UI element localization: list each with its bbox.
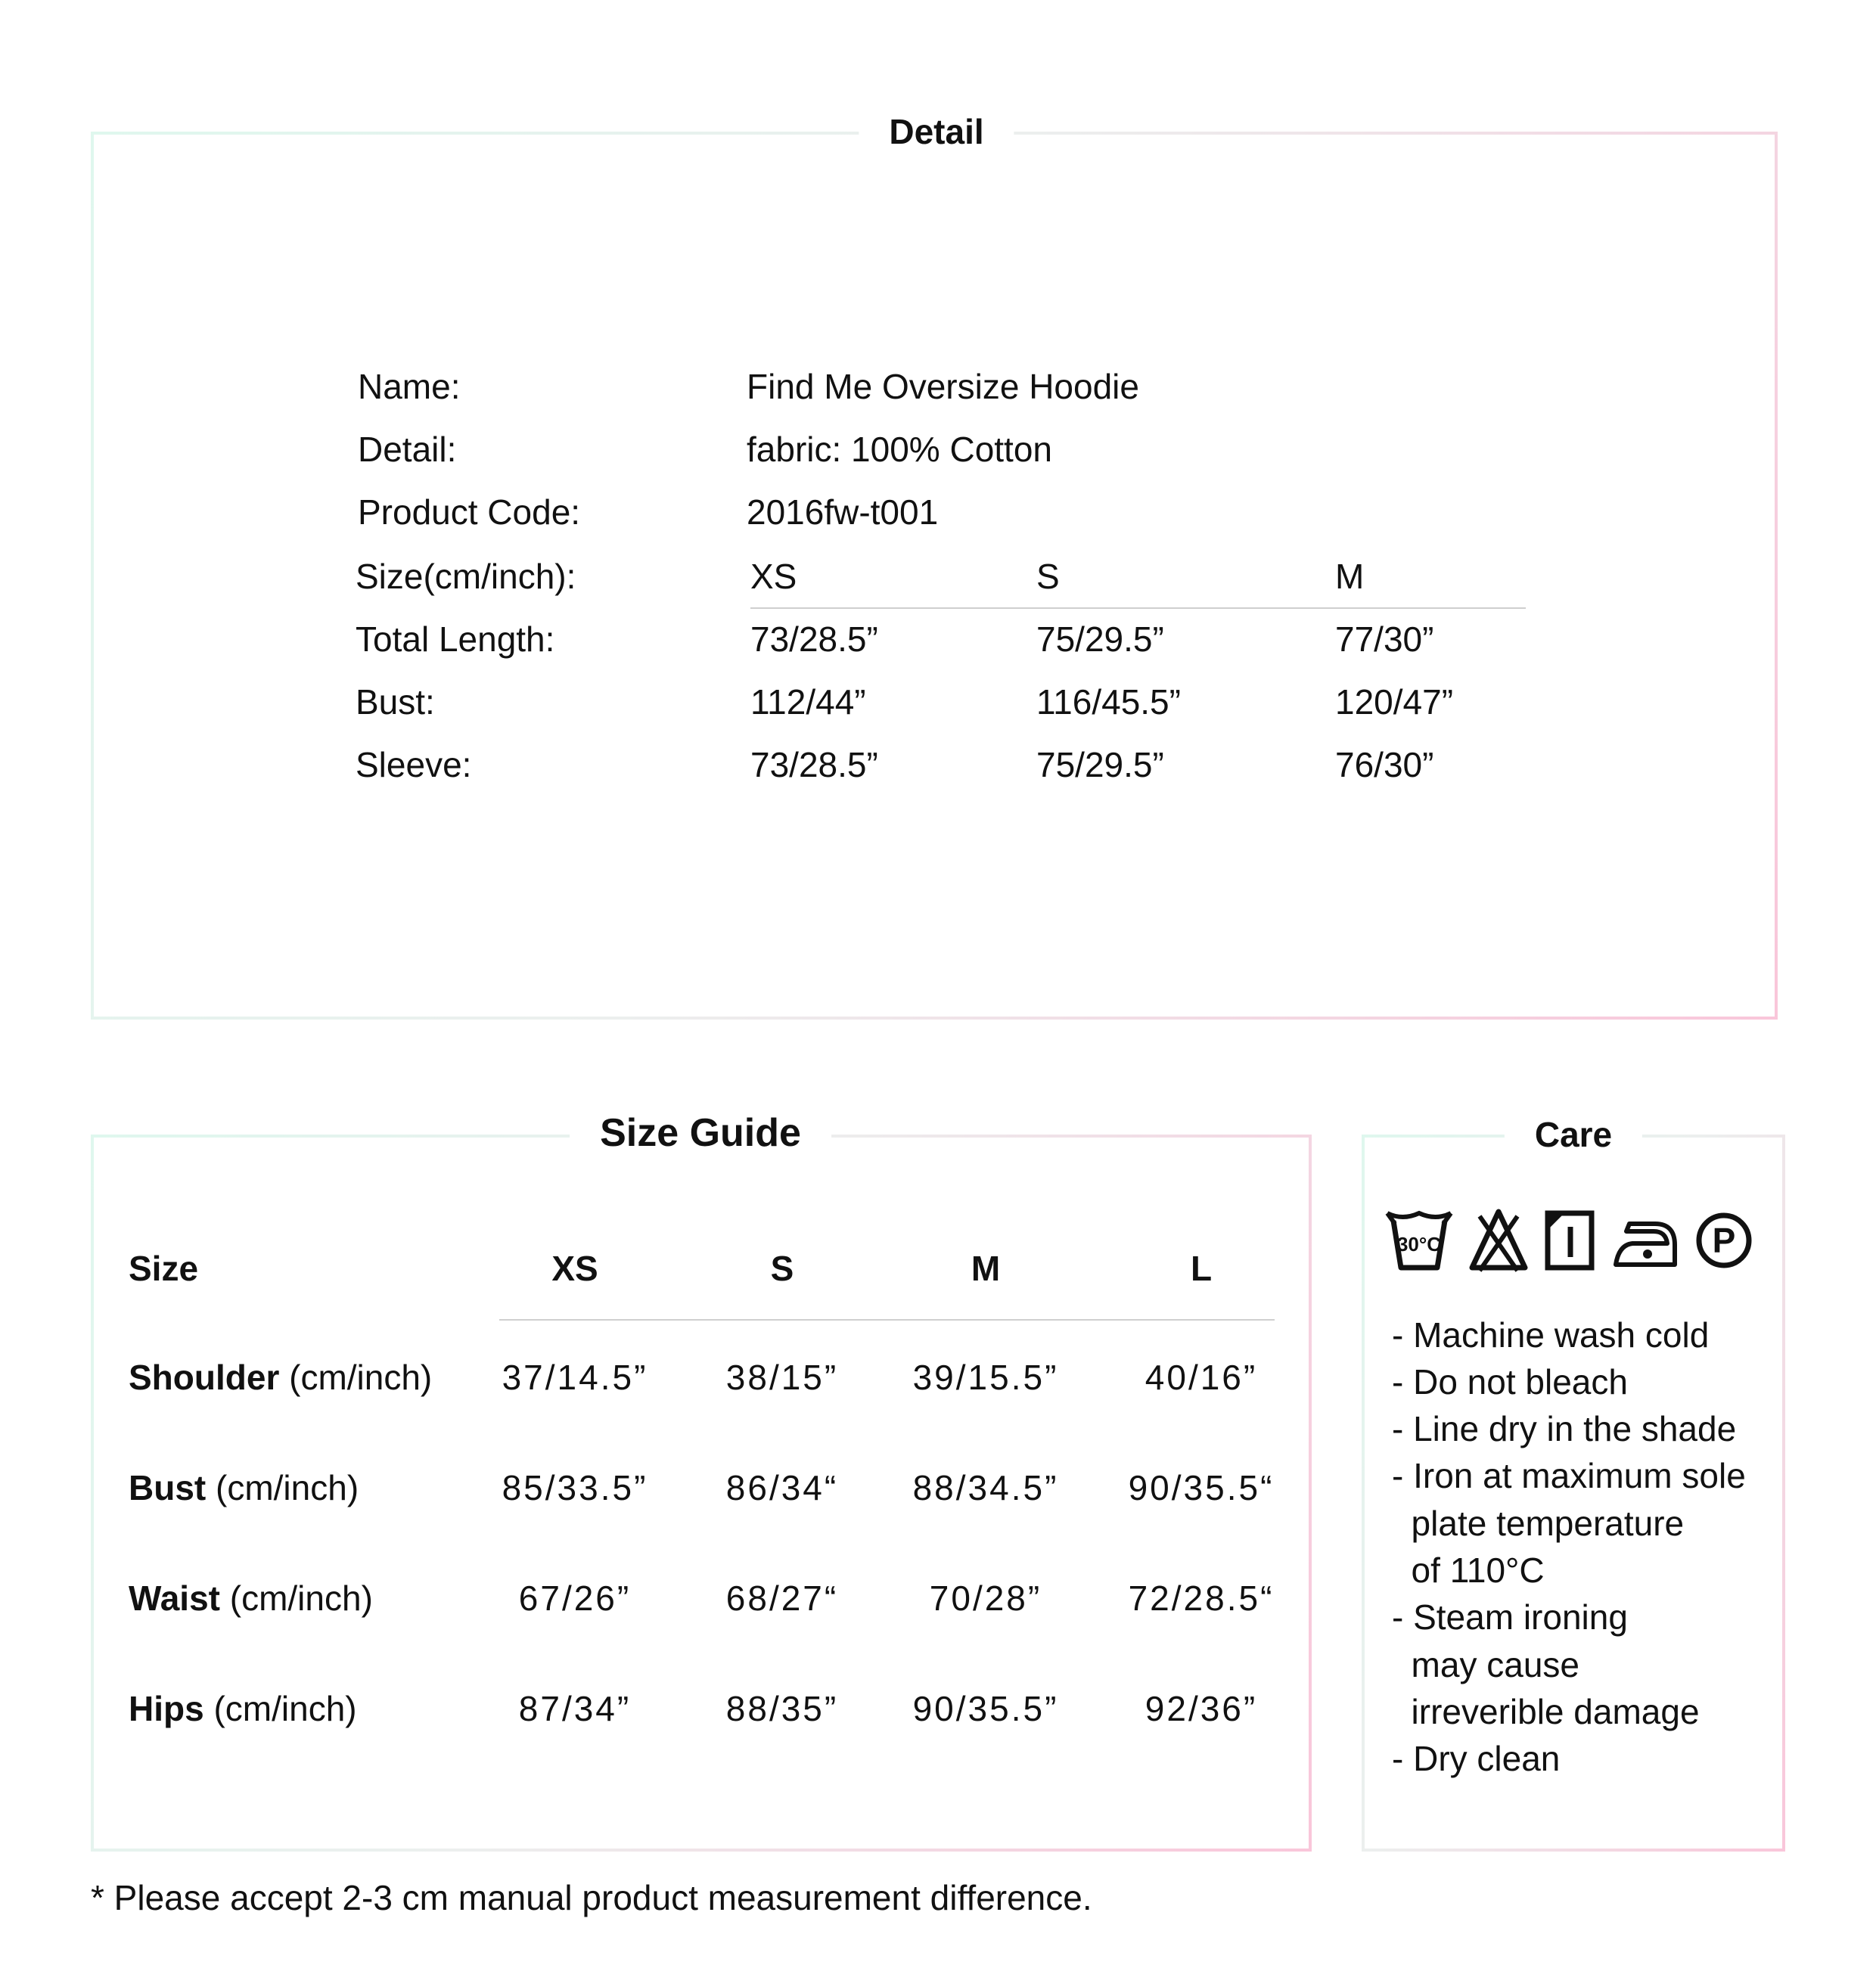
size-guide-cell: 85/33.5” [502, 1468, 648, 1507]
size-guide-cell: 37/14.5” [502, 1358, 648, 1397]
wash-temp-text: 30°C [1396, 1233, 1442, 1256]
size-guide-col-l: L [1190, 1249, 1213, 1288]
size-guide-title: Size Guide [570, 1109, 831, 1157]
size-guide-row-unit: (cm/inch) [213, 1689, 357, 1728]
size-guide-header-divider [499, 1319, 1275, 1321]
line-dry-shade-icon [1543, 1207, 1596, 1272]
do-not-bleach-icon [1468, 1207, 1530, 1272]
size-guide-cell: 88/35” [725, 1689, 839, 1728]
detail-length-xs: 73/28.5” [750, 619, 878, 659]
detail-bust-xs: 112/44” [750, 682, 866, 722]
care-line: - Dry clean [1392, 1739, 1561, 1778]
care-line: - Do not bleach [1392, 1362, 1628, 1402]
care-line: - Steam ironing [1392, 1597, 1628, 1637]
size-guide-cell: 90/35.5” [912, 1689, 1059, 1728]
size-guide-row-name: Shoulder [129, 1358, 280, 1397]
care-line: - Iron at maximum sole [1392, 1456, 1746, 1495]
size-guide-col-m: M [971, 1249, 1001, 1288]
detail-size-xs: XS [750, 557, 797, 596]
size-guide-row-name: Bust [129, 1468, 207, 1507]
wash-30c-icon [1384, 1207, 1454, 1272]
detail-code-value: 2016fw-t001 [747, 492, 939, 532]
care-title: Care [1505, 1113, 1642, 1156]
size-guide-row-unit: (cm/inch) [216, 1468, 359, 1507]
size-guide-row-label [129, 1357, 432, 1398]
detail-length-m: 77/30” [1335, 619, 1434, 659]
care-line: may cause [1392, 1645, 1579, 1684]
detail-length-label: Total Length: [356, 619, 555, 659]
iron-low-icon [1610, 1207, 1679, 1272]
size-guide-row-name: Waist [129, 1579, 220, 1618]
detail-title: Detail [859, 110, 1014, 153]
size-guide-cell: 68/27“ [725, 1579, 839, 1618]
size-guide-cell: 38/15” [725, 1358, 839, 1397]
detail-size-s: S [1036, 557, 1060, 596]
detail-sleeve-label: Sleeve: [356, 745, 472, 784]
size-guide-header-label: Size [129, 1249, 199, 1288]
detail-panel [91, 132, 1778, 1020]
care-line: irreverible damage [1392, 1692, 1700, 1731]
measurement-footnote: * Please accept 2-3 cm manual product measurement difference. [91, 1878, 1092, 1917]
detail-size-label: Size(cm/inch): [356, 557, 576, 596]
size-guide-row-label [129, 1688, 357, 1729]
detail-bust-m: 120/47” [1335, 682, 1454, 722]
detail-fabric-label: Detail: [358, 430, 457, 469]
size-guide-row-label [129, 1467, 359, 1508]
detail-bust-label: Bust: [356, 682, 435, 722]
size-guide-cell: 72/28.5“ [1128, 1579, 1275, 1618]
care-icons [1384, 1207, 1755, 1272]
care-line: plate temperature [1392, 1504, 1685, 1543]
size-guide-cell: 86/34“ [725, 1468, 839, 1507]
size-guide-cell: 90/35.5“ [1128, 1468, 1275, 1507]
care-line: - Machine wash cold [1392, 1315, 1710, 1355]
detail-fabric-value: fabric: 100% Cotton [747, 430, 1053, 469]
detail-code-label: Product Code: [358, 492, 581, 532]
care-line: of 110°C [1392, 1551, 1545, 1590]
size-guide-col-xs: XS [551, 1249, 598, 1288]
size-guide-col-s: S [770, 1249, 794, 1288]
size-guide-cell: 40/16” [1145, 1358, 1258, 1397]
size-guide-cell: 92/36” [1145, 1689, 1258, 1728]
size-guide-cell: 88/34.5” [912, 1468, 1059, 1507]
detail-length-s: 75/29.5” [1036, 619, 1164, 659]
dry-clean-letter: P [1712, 1221, 1736, 1260]
detail-sleeve-xs: 73/28.5” [750, 745, 878, 784]
size-guide-cell: 39/15.5” [912, 1358, 1059, 1397]
detail-sleeve-s: 75/29.5” [1036, 745, 1164, 784]
size-guide-cell: 67/26” [518, 1579, 632, 1618]
dry-clean-p-icon [1693, 1207, 1755, 1272]
size-guide-cell: 87/34” [518, 1689, 632, 1728]
size-guide-row-unit: (cm/inch) [289, 1358, 433, 1397]
detail-name-value: Find Me Oversize Hoodie [747, 367, 1139, 406]
size-guide-cell: 70/28” [929, 1579, 1042, 1618]
detail-size-m: M [1335, 557, 1365, 596]
detail-sleeve-m: 76/30” [1335, 745, 1434, 784]
detail-name-label: Name: [358, 367, 461, 406]
detail-bust-s: 116/45.5” [1036, 682, 1181, 722]
size-guide-row-unit: (cm/inch) [229, 1579, 373, 1618]
size-guide-row-label [129, 1578, 373, 1619]
care-line: - Line dry in the shade [1392, 1409, 1737, 1448]
size-guide-row-name: Hips [129, 1689, 204, 1728]
detail-size-divider [750, 607, 1526, 609]
